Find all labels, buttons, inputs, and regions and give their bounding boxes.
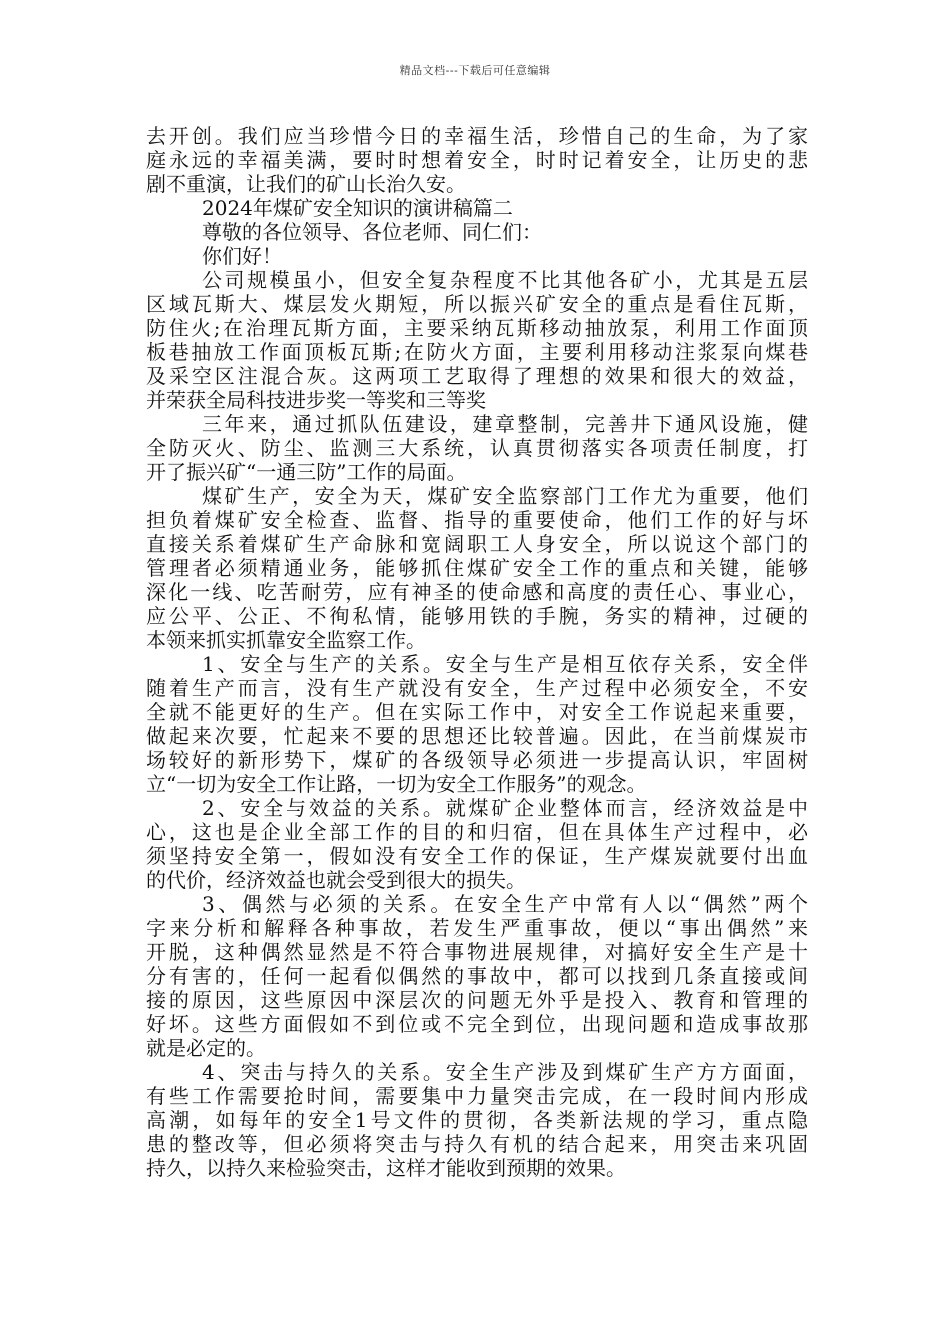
text-line: 4、突击与持久的关系。安全生产涉及到煤矿生产方方面面， xyxy=(202,1060,808,1084)
text-line: 1、安全与生产的关系。安全与生产是相互依存关系，安全伴 xyxy=(202,652,808,676)
text-line: 心，这也是企业全部工作的目的和归宿，但在具体生产过程中，必 xyxy=(146,820,808,844)
section-title: 2024年煤矿安全知识的演讲稿篇二 xyxy=(202,196,513,220)
text-line: 公司规模虽小，但安全复杂程度不比其他各矿小，尤其是五层 xyxy=(202,268,808,292)
text-line: 的代价，经济效益也就会受到很大的损失。 xyxy=(146,868,526,892)
text-line: 场较好的新形势下，煤矿的各级领导必须进一步提高认识，牢固树 xyxy=(146,748,808,772)
text-line: 持久，以持久来检验突击，这样才能收到预期的效果。 xyxy=(146,1156,626,1180)
text-line: 管理者必须精通业务，能够抓住煤矿安全工作的重点和关键，能够 xyxy=(146,556,808,580)
text-line: 剧不重演，让我们的矿山长治久安。 xyxy=(146,172,466,196)
greeting: 你们好！ xyxy=(202,244,282,268)
text-line: 就是必定的。 xyxy=(146,1036,266,1060)
text-line: 有些工作需要抢时间，需要集中力量突击完成，在一段时间内形成 xyxy=(146,1084,808,1108)
text-line: 开脱，这种偶然显然是不符合事物进展规律，对搞好安全生产是十 xyxy=(146,940,808,964)
text-line: 2、安全与效益的关系。就煤矿企业整体而言，经济效益是中 xyxy=(202,796,808,820)
text-line: 立“一切为安全工作让路，一切为安全工作服务”的观念。 xyxy=(146,772,647,796)
text-line: 全防灭火、防尘、监测三大系统，认真贯彻落实各项责任制度，打 xyxy=(146,436,808,460)
text-line: 好坏。这些方面假如不到位或不完全到位，出现问题和造成事故那 xyxy=(146,1012,808,1036)
text-line: 庭永远的幸福美满，要时时想着安全，时时记着安全，让历史的悲 xyxy=(146,148,808,172)
text-line: 煤矿生产，安全为天，煤矿安全监察部门工作尤为重要，他们 xyxy=(202,484,808,508)
text-line: 去开创。我们应当珍惜今日的幸福生活，珍惜自己的生命，为了家 xyxy=(146,124,808,148)
text-line: 三年来，通过抓队伍建设，建章整制，完善井下通风设施，健 xyxy=(202,412,808,436)
text-line: 及采空区注混合灰。这两项工艺取得了理想的效果和很大的效益， xyxy=(146,364,808,388)
text-line: 直接关系着煤矿生产命脉和宽阔职工人身安全，所以说这个部门的 xyxy=(146,532,808,556)
salutation: 尊敬的各位领导、各位老师、同仁们： xyxy=(202,220,542,244)
text-line: 字来分析和解释各种事故，若发生严重事故，便以“事出偶然”来 xyxy=(146,916,808,940)
text-line: 担负着煤矿安全检查、监督、指导的重要使命，他们工作的好与坏 xyxy=(146,508,808,532)
text-line: 高潮，如每年的安全1号文件的贯彻，各类新法规的学习，重点隐 xyxy=(146,1108,808,1132)
text-line: 全就不能更好的生产。但在实际工作中，对安全工作说起来重要， xyxy=(146,700,808,724)
page-header: 精品文档---下载后可任意编辑 xyxy=(399,64,551,77)
text-line: 接的原因，这些原因中深层次的问题无外乎是投入、教育和管理的 xyxy=(146,988,808,1012)
text-line: 随着生产而言，没有生产就没有安全，生产过程中必须安全，不安 xyxy=(146,676,808,700)
text-line: 深化一线、吃苦耐劳，应有神圣的使命感和高度的责任心、事业心， xyxy=(146,580,808,604)
text-line: 分有害的，任何一起看似偶然的事故中，都可以找到几条直接或间 xyxy=(146,964,808,988)
text-line: 本领来抓实抓靠安全监察工作。 xyxy=(146,628,426,652)
text-line: 防住火;在治理瓦斯方面，主要采纳瓦斯移动抽放泵，利用工作面顶 xyxy=(146,316,808,340)
text-line: 做起来次要，忙起来不要的思想还比较普遍。因此，在当前煤炭市 xyxy=(146,724,808,748)
text-line: 3、偶然与必须的关系。在安全生产中常有人以“偶然”两个 xyxy=(202,892,808,916)
text-line: 板巷抽放工作面顶板瓦斯;在防火方面，主要利用移动注浆泵向煤巷 xyxy=(146,340,808,364)
text-line: 区域瓦斯大、煤层发火期短，所以振兴矿安全的重点是看住瓦斯， xyxy=(146,292,808,316)
text-line: 患的整改等，但必须将突击与持久有机的结合起来，用突击来巩固 xyxy=(146,1132,808,1156)
text-line: 应公平、公正、不徇私情，能够用铁的手腕，务实的精神，过硬的 xyxy=(146,604,808,628)
text-line: 并荣获全局科技进步奖一等奖和三等奖 xyxy=(146,388,486,412)
text-line: 须坚持安全第一，假如没有安全工作的保证，生产煤炭就要付出血 xyxy=(146,844,808,868)
document-body xyxy=(146,124,808,1180)
text-line: 开了振兴矿“一通三防”工作的局面。 xyxy=(146,460,467,484)
